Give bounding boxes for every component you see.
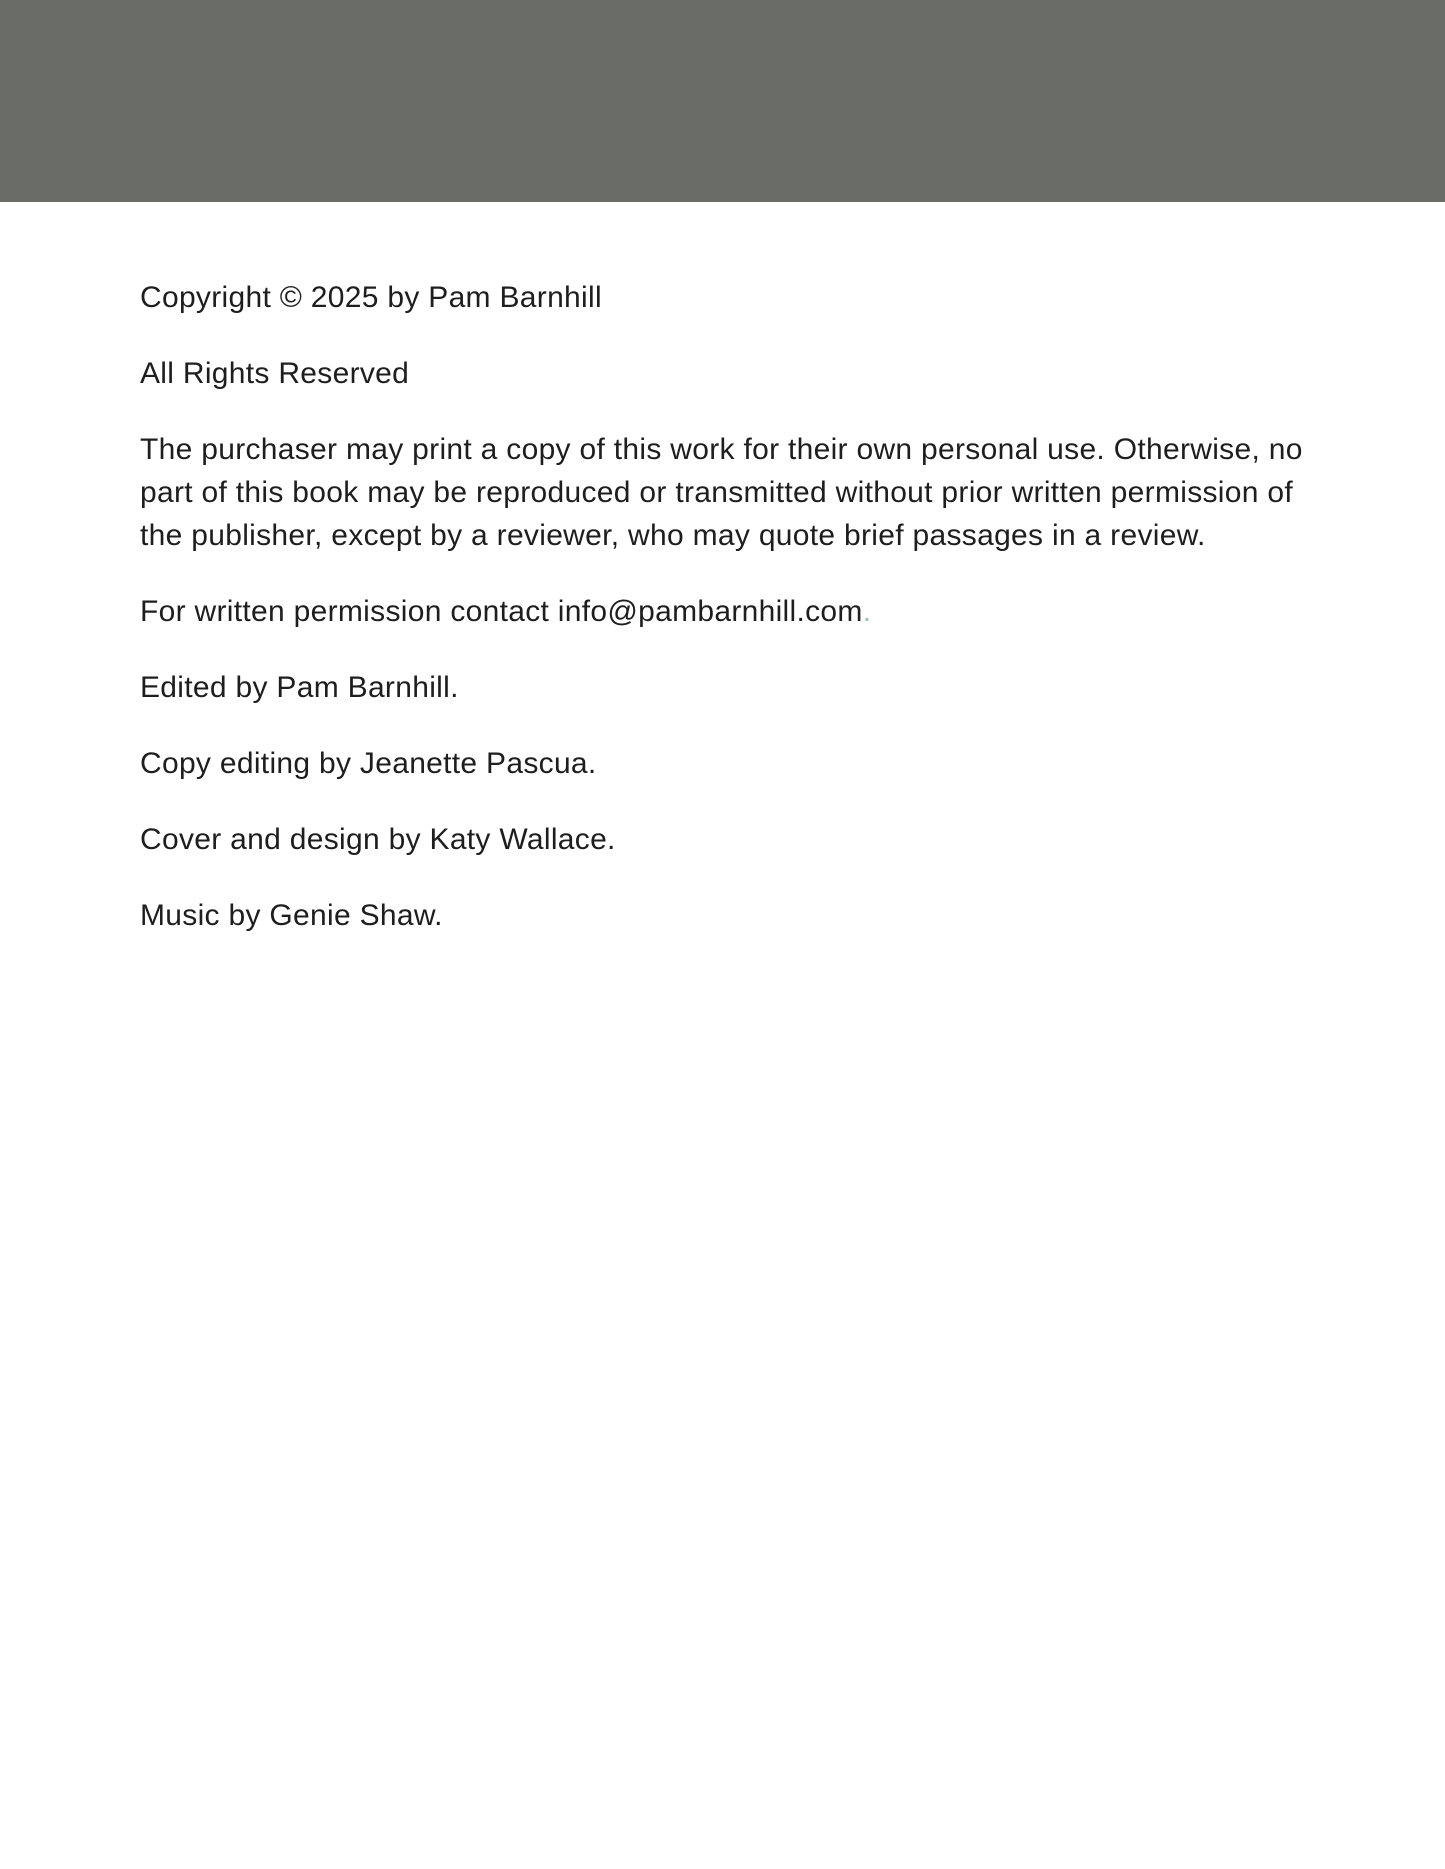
copyright-page-content [0,202,1445,937]
contact-line-prefix: For written permission contact [140,595,558,628]
copy-editing-line: Copy editing by Jeanette Pascua. [140,747,597,780]
header-band [0,0,1445,202]
music-credit-line: Music by Genie Shaw. [140,899,443,932]
copyright-line: Copyright © 2025 by Pam Barnhill [140,281,602,314]
contact-email-link[interactable]: info@pambarnhill.com [557,595,863,628]
contact-line-period: . [862,595,872,628]
permission-paragraph: The purchaser may print a copy of this work for their own personal use. Otherwise, no part of this book may be reproduced or transmitted without prior written permission of the publisher, except by a reviewer, who may quote brief passages in a review. [140,433,1303,552]
rights-reserved-line: All Rights Reserved [140,357,410,390]
contact-line [140,590,1305,633]
edited-by-line: Edited by Pam Barnhill. [140,671,459,704]
cover-design-line: Cover and design by Katy Wallace. [140,823,616,856]
